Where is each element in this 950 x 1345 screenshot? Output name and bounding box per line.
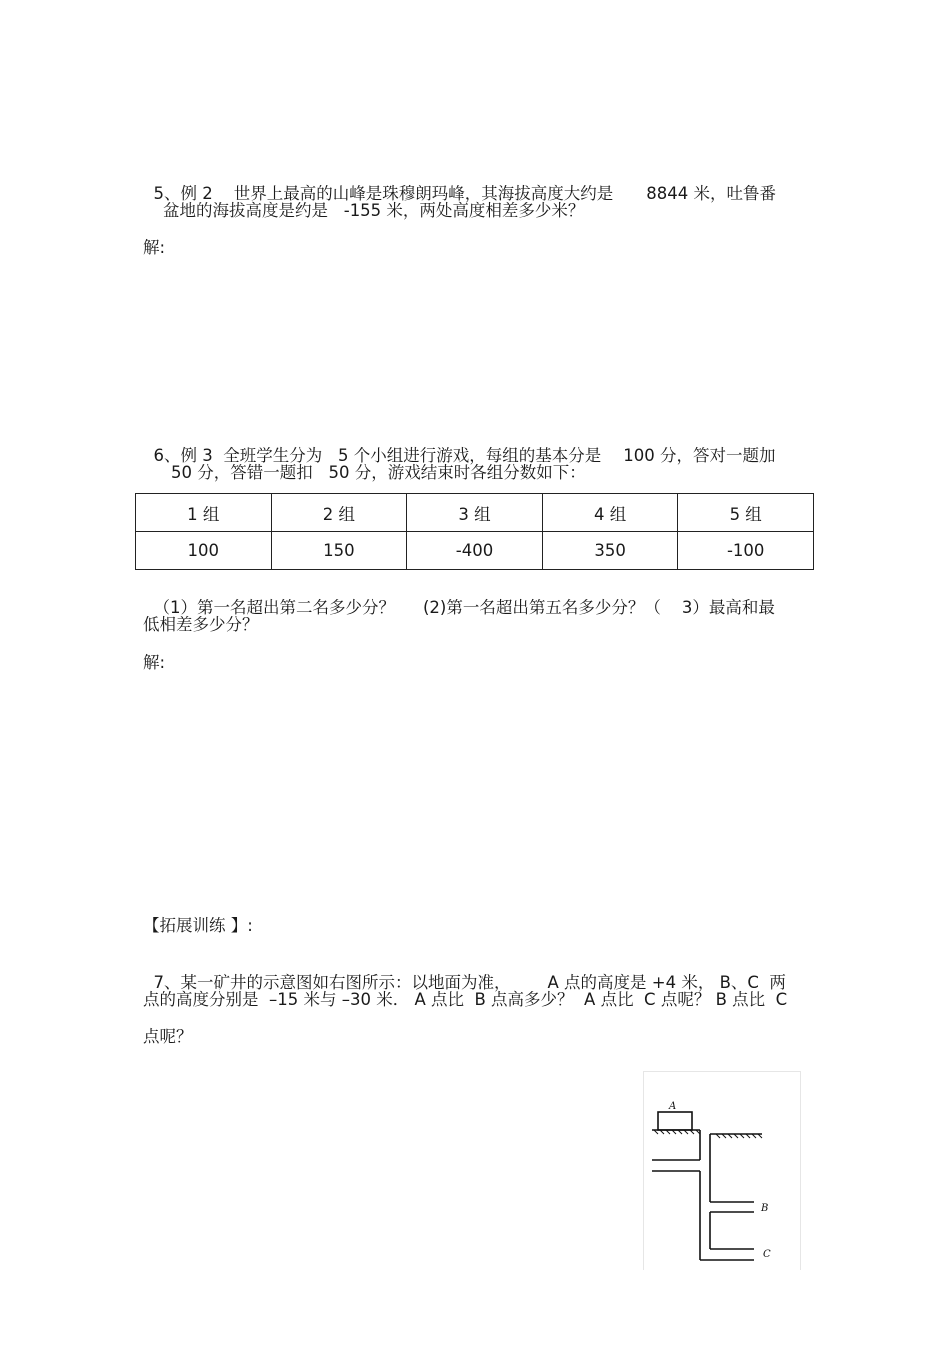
table-header-cell: 1 组 <box>136 494 272 532</box>
label-a: A <box>669 1101 677 1112</box>
q5-answer-label: 解: <box>143 238 166 257</box>
q6-line-1 <box>143 426 775 466</box>
q7-text-a: 7、某一矿井的示意图如右图所示：以地面为准， <box>153 973 511 992</box>
q6-line-2: 50 分，答错一题扣 50 分，游戏结束时各组分数如下： <box>171 463 586 482</box>
q5-line-1 <box>143 164 776 204</box>
table-header-cell: 5 组 <box>678 494 814 532</box>
table-header-row <box>136 494 814 532</box>
table-header-cell: 2 组 <box>271 494 407 532</box>
mine-shaft-diagram <box>643 1071 801 1270</box>
label-c: C <box>763 1249 771 1260</box>
q7-line-3: 点呢？ <box>143 1027 193 1046</box>
q5-text-b: 8844 米，吐鲁番 <box>646 184 776 203</box>
q6-answer-label: 解: <box>143 653 166 672</box>
q6-text-a: 6、例 3 全班学生分为 5 个小组进行游戏，每组的基本分是 <box>153 446 602 465</box>
q5-text-a: 5、例 2 世界上最高的山峰是珠穆朗玛峰，其海拔高度大约是 <box>153 184 614 203</box>
mine-shaft-figure <box>644 1072 800 1270</box>
q7-line-2: 点的高度分别是 –15 米与 –30 米． A 点比 B 点高多少？ A 点比 C 点呢？ B 点比 C <box>143 990 788 1009</box>
q5-line-2: 盆地的海拔高度是约是 -155 米，两处高度相差多少米？ <box>163 201 585 220</box>
table-value-cell: -400 <box>407 532 543 570</box>
q7-line-1 <box>143 953 786 993</box>
q6-sub-1: （1）第一名超出第二名多少分？ <box>153 598 395 617</box>
q6-subquestion-cont: 低相差多少分？ <box>143 615 259 634</box>
q6-text-b: 100 分，答对一题加 <box>623 446 776 465</box>
table-value-cell: 350 <box>542 532 678 570</box>
table-value-cell: -100 <box>678 532 814 570</box>
label-b: B <box>761 1203 769 1214</box>
table-header-cell: 3 组 <box>407 494 543 532</box>
table-value-row <box>136 532 814 570</box>
platform-a-box <box>658 1112 692 1130</box>
table-header-cell: 4 组 <box>542 494 678 532</box>
table-value-cell: 100 <box>136 532 272 570</box>
q6-subquestions <box>143 578 775 618</box>
q7-text-b: A 点的高度是 +4 米， B、C 两 <box>547 973 786 992</box>
q6-sub-2-3: (2)第一名超出第五名多少分？（ 3）最高和最 <box>423 598 775 617</box>
table-value-cell: 150 <box>271 532 407 570</box>
section-title: 【拓展训练 】: <box>143 916 253 935</box>
score-table <box>135 493 814 570</box>
